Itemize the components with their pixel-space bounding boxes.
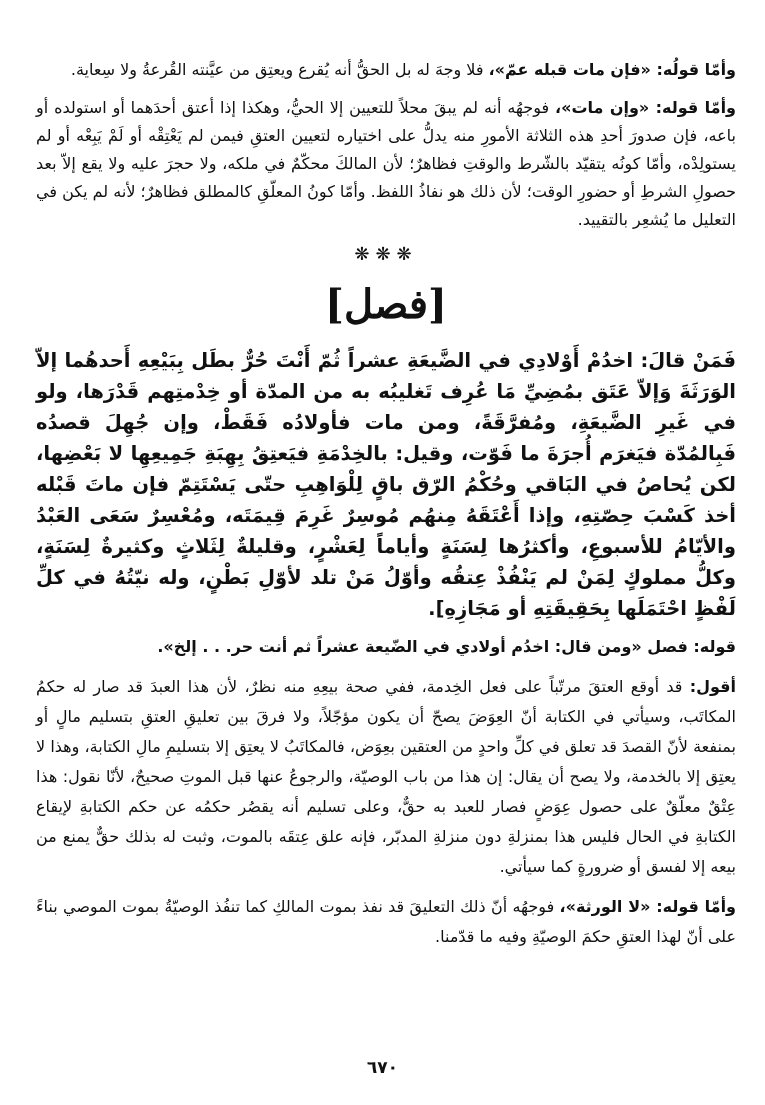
commentary-paragraph-2 <box>36 94 736 234</box>
main-text-matn: فَمَنْ قالَ: اخدُمْ أَوْلادِي في الضَّيعَةِ عشراً ثُمّ أَنْتَ حُرٌّ بطَل بِبَيْعِهِ أَحدهُما إلاّ الوَرَثَةَ وَإلاّ عَتَق بمُضِيِّ مَا عُرِف تَغليبُه به من المدّة أو خِدْمتِهم قَدْرَها، ولو في غَيرِ الضَّيعَةِ، ومُفرَّقَةً، ومن مات فأولادُه فَقَطْ، وإن جُهِلَ قصدُه فَبِالمُدّة فيَغرَم أُجرَةَ ما فَوّت، وقيل: بالخِدْمَةِ فيَعتِقُ بِهِبَةِ جَمِيعِهِا لا بَعْضِها، لكن يُحاصُ في البَاقي وحُكْمُ الرّق باقٍ لِلْوَاهِبِ حتّى يَسْتَتِمّ فإن ماتَ قَبْله أخذ كَسْبَ حِصّتِهِ، وإذا أَعْتَقَهُ مِنهُم مُوسِرٌ غَرِمَ قِيمَتَه، ومُعْسِرٌ سَعَى العَبْدُ والأيّامُ للأسبوعِ، وأكثرُها لِسَنَةٍ وأياماً لِعَشْرٍ، وقليلةٌ لِثَلاثٍ وكثيرةٌ لِسَنَةٍ، وكلُّ مملوكٍ لِمَنْ لم يَنْفُذْ عِتقُه وأوّلُ مَنْ تلد لأوّلِ بَطْنٍ، وله نيّتُهُ في كلِّ لَفْظٍ احْتَمَلَها بِحَقِيقَتِهِ أو مَجَازِهِ]. <box>36 349 736 620</box>
page-body <box>36 56 736 962</box>
commentary-paragraph-3 <box>36 672 736 882</box>
section-separator: ❋❋❋ <box>354 244 418 265</box>
paragraph-lead: قوله: فصل «ومن قال: اخدُم أولادي في الضّيعة عشراً ثم أنت حر. . . إلخ». <box>157 637 736 656</box>
chapter-heading-wrap <box>36 275 736 335</box>
commentary-paragraph-4 <box>36 892 736 952</box>
page-number: ٦٧٠ <box>366 1058 399 1078</box>
paragraph-text: قد أوقع العتقَ مرتّباً على فعل الخِدمة، ففي صحة بيعِهِ منه نظرٌ، لأن هذا العبدَ قد صار له حكمُ المكاتَب، وسيأتي في الكتابة أنّ العِوَضَ يصحّ أن يكون مؤجّلاً، ولا فرقَ بين تعليقِ العتقِ بتسليم مالٍ أو بمنفعة لأنّ القصدَ قد تعلق في كلِّ واحدٍ من العتقين بعِوَض، فالمكاتَبُ لا يعتِق إلا بتسليمِ مالِ الكتابة، وهذا لا يعتِق إلا بالخدمة، ولا يصح أن يقال: إن هذا من باب الوصيّة، والرجوعُ عنها قبل الموتِ صحيحٌ، لأنّا نقول: هذا عِتْقٌ معلّقٌ على حصول عِوَضٍ فصار للعبد به حقٌّ، وعلى تسليم أنه يقصُر حكمُه عن حكم الكتابةِ لإيقاع الكتابةِ في الحال فليس هذا بمنزلةِ دون منزلةِ المدبّر، فإنه علق عِتقَه بالموت، وثبت له بذلك حقٌّ يمنع من بيعه إلا لفسق أو ضرورةٍ كما سيأتي. <box>36 677 736 876</box>
paragraph-text: فوجهُه أنه لم يبقَ محلاً للتعيين إلا الحيُّ، وهكذا إذا أعتق أحدَهما أو استولده أو باعه، فإن صدورَ أحدِ هذه الثلاثة الأمورِ منه يدلُّ على اختياره لتعيين العتقِ فيمن لم يَعْتِقْه أو لَمْ يَبِعْه أو لم يستولِدْه، وأمّا كونُه يتقيّد بالشّرط والوقتِ فظاهرٌ؛ لأن المالكَ محكّمٌ في ملكه، ولا حجرَ عليه ولا يقع إلاّ بعد حصولِ الشرطِ أو حضورِ الوقت؛ لأن ذلك هو نفاذُ اللفظ. وأمّا كونُ المعلّقِ كالمطلق فظاهرٌ؛ لأنه لم يكن في التعليل ما يُشعِر بالتقييد. <box>36 98 736 229</box>
paragraph-lead: وأمّا قولُه: «فإن مات قبله عمّ»، <box>488 60 736 79</box>
commentary-paragraph-1 <box>36 56 736 84</box>
paragraph-text: فلا وجهَ له بل الحقُّ أنه يُقرع ويعتِق من عيَّنته القُرعةُ ولا سِعاية. <box>70 60 489 79</box>
paragraph-lead: وأمّا قوله: «لا الورثة»، <box>559 897 737 916</box>
paragraph-text: فوجهُه أنّ ذلك التعليقَ قد نفذ بموت المالكِ كما تنفُذ الوصيّةُ بموت الموصي بناءً على أنّ لهذا العتقِ حكمَ الوصيّةِ وفيه ما قدّمنا. <box>36 897 736 946</box>
paragraph-lead: وأمّا قوله: «وإن مات»، <box>555 98 737 117</box>
commentary-quote-line <box>36 632 736 662</box>
chapter-heading: [فصل] <box>325 281 447 328</box>
paragraph-lead: أقول: <box>689 677 736 696</box>
